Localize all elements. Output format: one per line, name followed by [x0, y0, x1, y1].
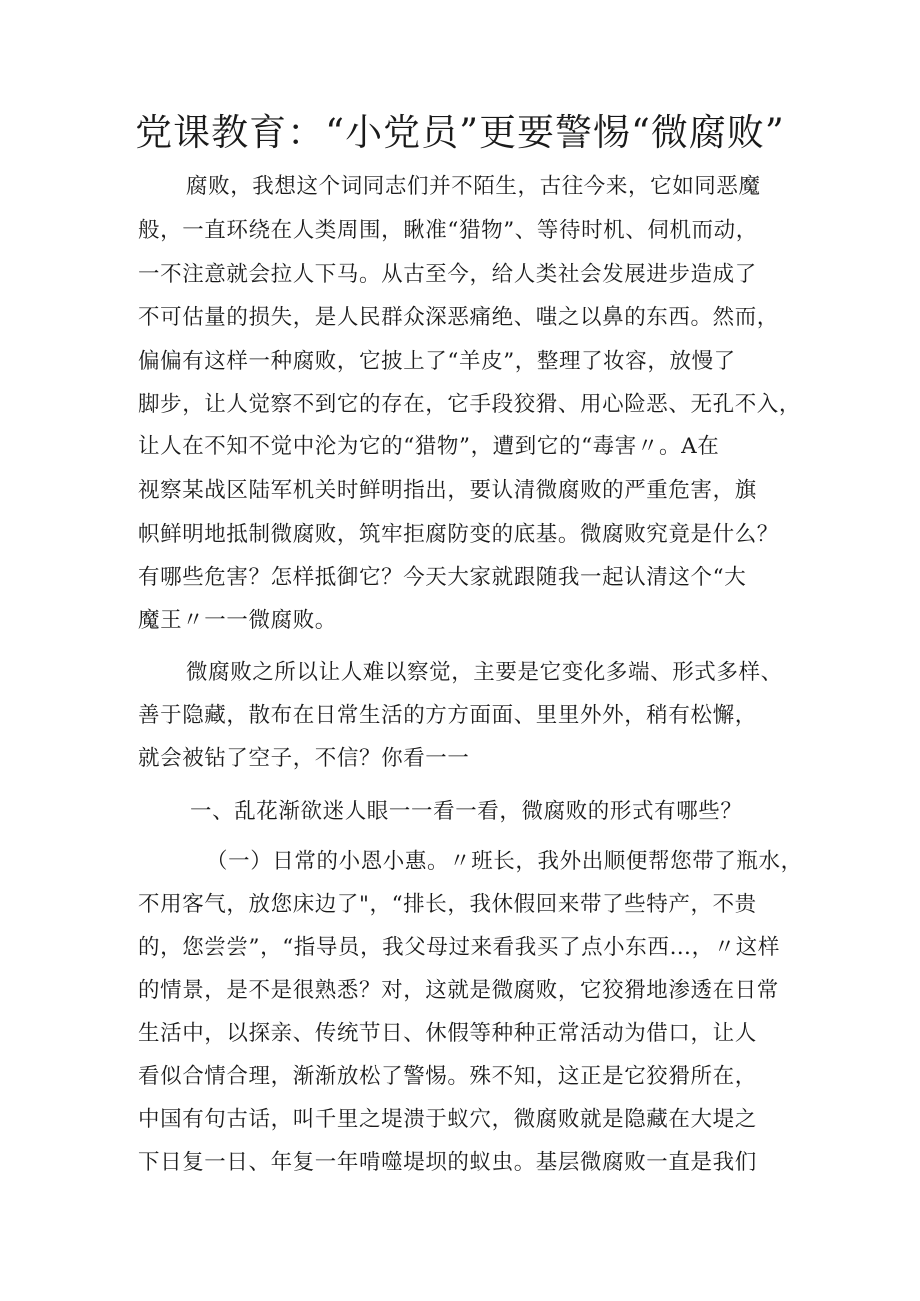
paragraph-2-line-1: 微腐败之所以让人难以察觉，主要是它变化多端、形式多样、 — [186, 660, 783, 685]
paragraph-2-line-2: 善于隐藏，散布在日常生活的方方面面、里里外外，稍有松懈， — [138, 703, 757, 728]
paragraph-1-line-4: 不可估量的损失，是人民群众深恶痛绝、嗤之以鼻的东西。然而， — [138, 305, 779, 330]
paragraph-1-line-11: 魔王〃一一微腐败。 — [138, 608, 337, 633]
paragraph-3-line-7: 中国有句古话，叫千里之堤溃于蚁穴，微腐败就是隐藏在大堤之 — [138, 1107, 757, 1132]
paragraph-3-line-8: 下日复一日、年复一年啃噬堤坝的蚁虫。基层微腐败一直是我们 — [138, 1150, 757, 1175]
paragraph-2-line-3: 就会被钻了空子，不信？你看一一 — [138, 746, 470, 771]
paragraph-1-line-8: 视察某战区陆军机关时鲜明指出，要认清微腐败的严重危害，旗 — [138, 478, 757, 503]
paragraph-1-line-6: 脚步，让人觉察不到它的存在，它手段狡猾、用心险恶、无孔不入， — [138, 392, 802, 417]
paragraph-3-line-3: 的，您尝尝”，“指导员，我父母过来看我买了点小东西…，〃这样 — [138, 935, 780, 960]
paragraph-3-line-1: （一）日常的小恩小惠。〃班长，我外出顺便帮您带了瓶水， — [206, 849, 803, 874]
paragraph-3-line-5: 生活中，以探亲、传统节日、休假等种种正常活动为借口，让人 — [138, 1021, 757, 1046]
paragraph-3-line-2: 不用客气，放您床边了"，“排长，我休假回来带了些特产，不贵 — [138, 892, 757, 917]
paragraph-1-line-9: 帜鲜明地抵制微腐败，筑牢拒腐防变的底基。微腐败究竟是什么？ — [138, 522, 779, 547]
paragraph-1-line-1: 腐败，我想这个词同志们并不陌生，古往今来，它如同恶魔 — [186, 174, 761, 199]
paragraph-1-line-3: 一不注意就会拉人下马。从古至今，给人类社会发展进步造成了 — [138, 262, 757, 287]
paragraph-3-line-4: 的情景，是不是很熟悉？对，这就是微腐败，它狡猾地渗透在日常 — [138, 978, 779, 1003]
paragraph-1-line-5: 偏偏有这样一种腐败，它披上了“羊皮”，整理了妆容，放慢了 — [138, 349, 736, 374]
paragraph-3-line-6: 看似合情合理，渐渐放松了警惕。殊不知，这正是它狡猾所在， — [138, 1064, 757, 1089]
paragraph-1-line-2: 般，一直环绕在人类周围，瞅准“猎物”、等待时机、伺机而动， — [138, 218, 758, 243]
paragraph-1-line-10: 有哪些危害？怎样抵御它？今天大家就跟随我一起认清这个“大 — [138, 565, 747, 590]
paragraph-1-line-7: 让人在不知不觉中沦为它的“猎物”，遭到它的“毒害〃。A在 — [138, 434, 720, 459]
document-title: 党课教育：“小党员”更要警惕“微腐败” — [135, 111, 785, 154]
section-heading: 一、乱花渐欲迷人眼一一看一看，微腐败的形式有哪些？ — [190, 799, 743, 824]
